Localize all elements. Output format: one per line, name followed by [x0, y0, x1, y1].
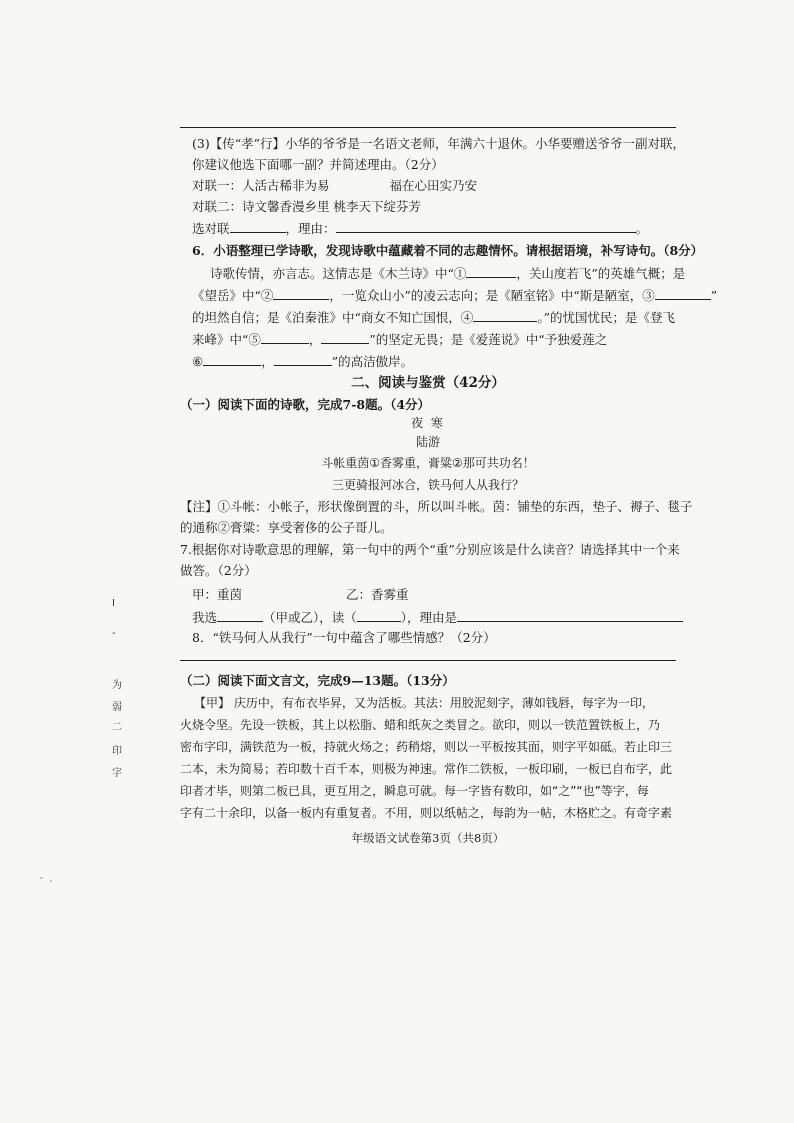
q6-line5: [192, 352, 682, 371]
q6-text: 诗歌传情，亦言志。这情志是《木兰诗》中“①: [210, 266, 467, 281]
couplet-2: 对联二：诗文馨香漫乡里 桃李天下绽芬芳: [192, 199, 421, 214]
q7-answer-line: [192, 608, 678, 627]
q6-text: ⑥: [192, 354, 204, 369]
q3-line1: (3)【传“孝”行】小华的爷爷是一名语文老师，年满六十退休。小华要赠送爷爷一副对联，: [192, 136, 685, 151]
classical-text-6: 字有二十余印，以备一板内有重复者。不用，则以纸帖之，每韵为一帖，木格贮之。有奇字素: [180, 806, 673, 820]
q6-text: 。”的忧国忧民；是《登飞: [537, 310, 676, 325]
margin-mark: 弱: [112, 702, 122, 713]
q6-text: ，: [261, 354, 274, 369]
q7-answer-text: （甲或乙），读（: [263, 610, 357, 625]
margin-mark: -: [112, 628, 116, 639]
q6-text: 来峰》中“⑤: [192, 332, 261, 347]
q3-answer-prefix: 选对联: [192, 221, 230, 236]
couplet-choice-blank[interactable]: [230, 219, 286, 233]
q6-text: ，: [308, 332, 322, 347]
blank-6a[interactable]: [203, 352, 261, 366]
pronunciation-blank[interactable]: [357, 608, 401, 622]
q6-text: ”: [710, 288, 718, 303]
scan-speck: [40, 877, 43, 879]
poem-line-2: 三更骑报河冰合，铁马何人从我行？: [331, 478, 524, 492]
margin-mark: I: [112, 598, 115, 609]
option-a: 甲：重茵: [192, 587, 243, 602]
section-2-title: 二、阅读与鉴赏（42分）: [351, 375, 505, 391]
blank-2[interactable]: [273, 286, 329, 300]
blank-6b[interactable]: [274, 352, 332, 366]
q7-line1: 7.根据你对诗歌意思的理解，第一句中的两个“重”分别应该是什么读音？请选择其中一个来: [180, 542, 680, 557]
note-line-2: 的通称②膏粱：享受奢侈的公子哥儿。: [180, 520, 393, 535]
q6-text: ，一览众山小”的凌云志向；是《陋室铭》中“斯是陋室，③: [329, 288, 655, 303]
option-b: 乙：香雾重: [345, 587, 409, 602]
q6-line1: [210, 264, 686, 283]
q7-options: [192, 586, 682, 604]
classical-text-4: 二本，未为简易；若印数十百千本，则极为神速。常作二铁板，一板印刷，一板已自布字，此: [180, 762, 673, 776]
margin-mark: 为: [112, 680, 122, 691]
q7-answer-text: ），理由是: [400, 610, 458, 625]
poem-line-1: 斗帐重茵①香雾重，膏粱②那可共功名！: [321, 456, 535, 470]
q6-text: ”的坚定无畏；是《爱莲说》中“予独爱莲之: [369, 332, 608, 347]
classical-text-3: 密布字印，满铁范为一板，持就火炀之；药稍熔，则以一平板按其面，则字平如砥。若止印三: [180, 740, 673, 754]
margin-mark: 二: [112, 722, 122, 733]
q6-text: ，关山度若飞”的英雄气概；是: [516, 266, 686, 281]
q8-answer-rule: [180, 660, 676, 661]
q3-answer-end: 。: [635, 221, 649, 236]
q6-text: ”的高洁傲岸。: [331, 354, 414, 369]
poem-author: 陆游: [415, 435, 440, 449]
q3-answer-mid: ，理由：: [285, 221, 336, 236]
blank-3[interactable]: [655, 286, 711, 300]
q7-line2: 做答。（2分）: [180, 563, 257, 578]
blank-4[interactable]: [473, 308, 537, 322]
q3-line2: 你建议他选下面哪一副？并简述理由。（2分）: [192, 157, 444, 172]
blank-5a[interactable]: [261, 330, 309, 344]
q6-text: 《望岳》中“②: [192, 288, 274, 303]
blank-1[interactable]: [466, 264, 516, 278]
choice-blank[interactable]: [217, 608, 263, 622]
q7-answer-text: 我选: [192, 610, 218, 625]
couplet-1-left: 对联一：人活古稀非为易: [192, 178, 330, 193]
classical-text-1: 【甲】 庆历中，有布衣毕昇，又为活板。其法：用胶泥刻字，薄如钱唇，每字为一印，: [194, 696, 654, 710]
q6-line3: [192, 308, 682, 327]
note-line-1: 【注】①斗帐：小帐子，形状像倒置的斗，所以叫斗帐。茵：铺垫的东西，垫子、褥子、毯子: [180, 499, 693, 514]
q6-line2: [192, 286, 718, 305]
couplet-1-right: 福在心田实乃安: [389, 178, 477, 193]
top-rule: [180, 127, 676, 128]
page-footer: 年级语文试卷第3页（共8页）: [351, 831, 505, 845]
classical-text-2: 火烧令坚。先设一铁板，其上以松脂、蜡和纸灰之类冒之。欲印，则以一铁范置铁板上，乃: [180, 718, 661, 732]
margin-mark: 字: [112, 768, 122, 779]
q6-text: 的坦然自信；是《泊秦淮》中“商女不知亡国恨，④: [192, 310, 474, 325]
q6-title: 6．小语整理已学诗歌，发现诗歌中蕴藏着不同的志趣情怀。请根据语境，补写诗句。（8分）: [192, 243, 704, 258]
part-1-title: （一）阅读下面的诗歌，完成7-8题。（4分）: [180, 397, 431, 412]
q8-question: 8．“铁马何人从我行”一句中蕴含了哪些情感？（2分）: [192, 630, 496, 645]
scan-speck: [50, 880, 52, 882]
q3-answer-line: [192, 219, 682, 238]
q6-line4: [192, 330, 682, 349]
margin-mark: 印: [112, 746, 122, 757]
q7-reason-blank[interactable]: [457, 608, 683, 622]
poem-title: 夜 寒: [411, 416, 445, 430]
blank-5b[interactable]: [321, 330, 369, 344]
couplet-1: [192, 177, 682, 195]
reason-blank[interactable]: [336, 219, 636, 233]
part-2-title: （二）阅读下面文言文，完成9—13题。（13分）: [180, 673, 455, 688]
classical-text-5: 印者才毕，则第二板已具，更互用之，瞬息可就。每一字皆有数印，如“之”“也”等字，每: [180, 784, 649, 798]
